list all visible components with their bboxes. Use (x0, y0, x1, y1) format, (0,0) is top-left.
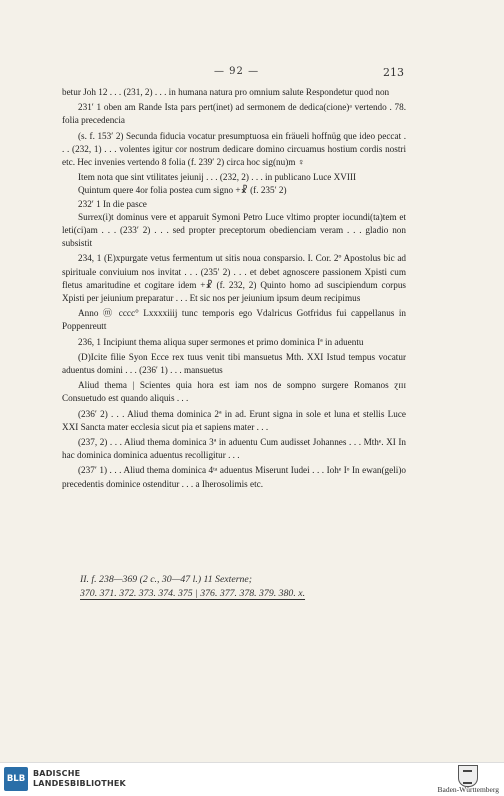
paragraph-4: Item nota que sint vtilitates jeiunij . . . (232, 2) . . . in publicano Luce XVIII (78, 172, 357, 183)
library-name-line-2: LANDESBIBLIOTHEK (33, 779, 126, 788)
library-footer-bar (0, 762, 504, 796)
paragraph-9: Anno ⓜ cccc° Lxxxxiiij tunc temporis ego Vdalricus Gotfridus fui cappellanus in Poppenreutt (62, 308, 406, 332)
page-number: 213 (383, 66, 404, 79)
paragraph-13: (236′ 2) . . . Aliud thema dominica 2ª in ad. Erunt signa in sole et luna et stellis Luce XXI Sancta mater ecclesia sicut pia et sapiens mater . . . (62, 408, 406, 432)
paragraph-1: betur Joh 12 . . . (231, 2) . . . in humana natura pro omnium salute Respondetur quod non (62, 87, 390, 97)
page-body (62, 86, 406, 491)
paragraph-12: Aliud thema | Scientes quia hora est iam nos de sompno surgere Romanos ɀɪɪɪ Consuetudo est quando aliquis . . . (62, 380, 406, 404)
coat-of-arms-icon (458, 765, 478, 787)
paragraph-5: Quintum quere 4or folia postea cum signo +☧ (f. 235′ 2) (78, 185, 287, 196)
collation-note (80, 573, 305, 601)
section-heading-easter: 232′ 1 In die pasce (78, 198, 147, 209)
header-center: — 92 — (214, 66, 260, 77)
collation-line-2: 370. 371. 372. 373. 374. 375 | 376. 377. 378. 379. 380. x. (80, 588, 306, 599)
paragraph-10: 236, 1 Incipiunt thema aliqua super sermones et primo dominica Iª in aduentu (78, 336, 364, 347)
paragraph-3: (s. f. 153′ 2) Secunda fiducia vocatur presumptuosa ein fräueli hoffnüg que ideo peccat . . . (232, 1) . . . volentes igitur cor nostrum dedicare domino circuamus hostium cordis nostri etc. Hec invenies vertendo 8 folia (f. 239′ 2) circa hoc sig(nu)m ♀ (62, 130, 406, 168)
paragraph-7: Surrex(i)t dominus vere et apparuit Symoni Petro Luce vltimo propter iocundi(ta)tem et leti(ci)am . . . (233′ 2) . . . sed propter preceptorum obedienciam veram . . . gladio non subsistit (62, 211, 406, 249)
library-name-line-1: BADISCHE (33, 769, 81, 778)
state-name: Baden-Württemberg (437, 785, 499, 794)
paragraph-11: (D)Icite filie Syon Ecce rex tuus venit tibi mansuetus Mth. XXI Istud tempus vocatur aduentus domini . . . (236′ 1) . . . mansuetus (62, 351, 406, 376)
paragraph-14: (237, 2) . . . Aliud thema dominica 3ª in aduentu Cum audisset Johannes . . . Mthᵉ. XI In hac dominica dominica aduentus recolligitur . . . (62, 437, 406, 461)
collation-line-1: II. f. 238—369 (2 c., 30—47 l.) 11 Sexterne; (80, 574, 253, 585)
paragraph-2: 231′ 1 oben am Rande Ista pars pert(inet) ad sermonem de dedica(cione)ᵃ vertendo . 78. folia precedencia (62, 102, 406, 126)
blb-logo-icon[interactable]: BLB (4, 767, 28, 791)
paragraph-8: 234, 1 (E)xpurgate vetus fermentum ut sitis noua consparsio. I. Cor. 2º Apostolus bic ad spirituale conviuium nos invitat . . . (235′ 2) . . . et debet agnoscere passionem Xpisti cum fletus amaritudine et cogitare idem +☧ (f. 232, 2) Quinto homo ad suscipiendum corpus Xpisti per jeiunium preparatur . . . Et sic nos per jeiunium ipsum deum recipimus (62, 253, 406, 304)
paragraph-15: (237′ 1) . . . Aliud thema dominica 4ᵗᵃ aduentus Miserunt Iudei . . . Iohᵉ Iᵒ In ewan(geli)o precedentis dominice ostenditur . . . a Iherosolimis etc. (62, 465, 406, 489)
